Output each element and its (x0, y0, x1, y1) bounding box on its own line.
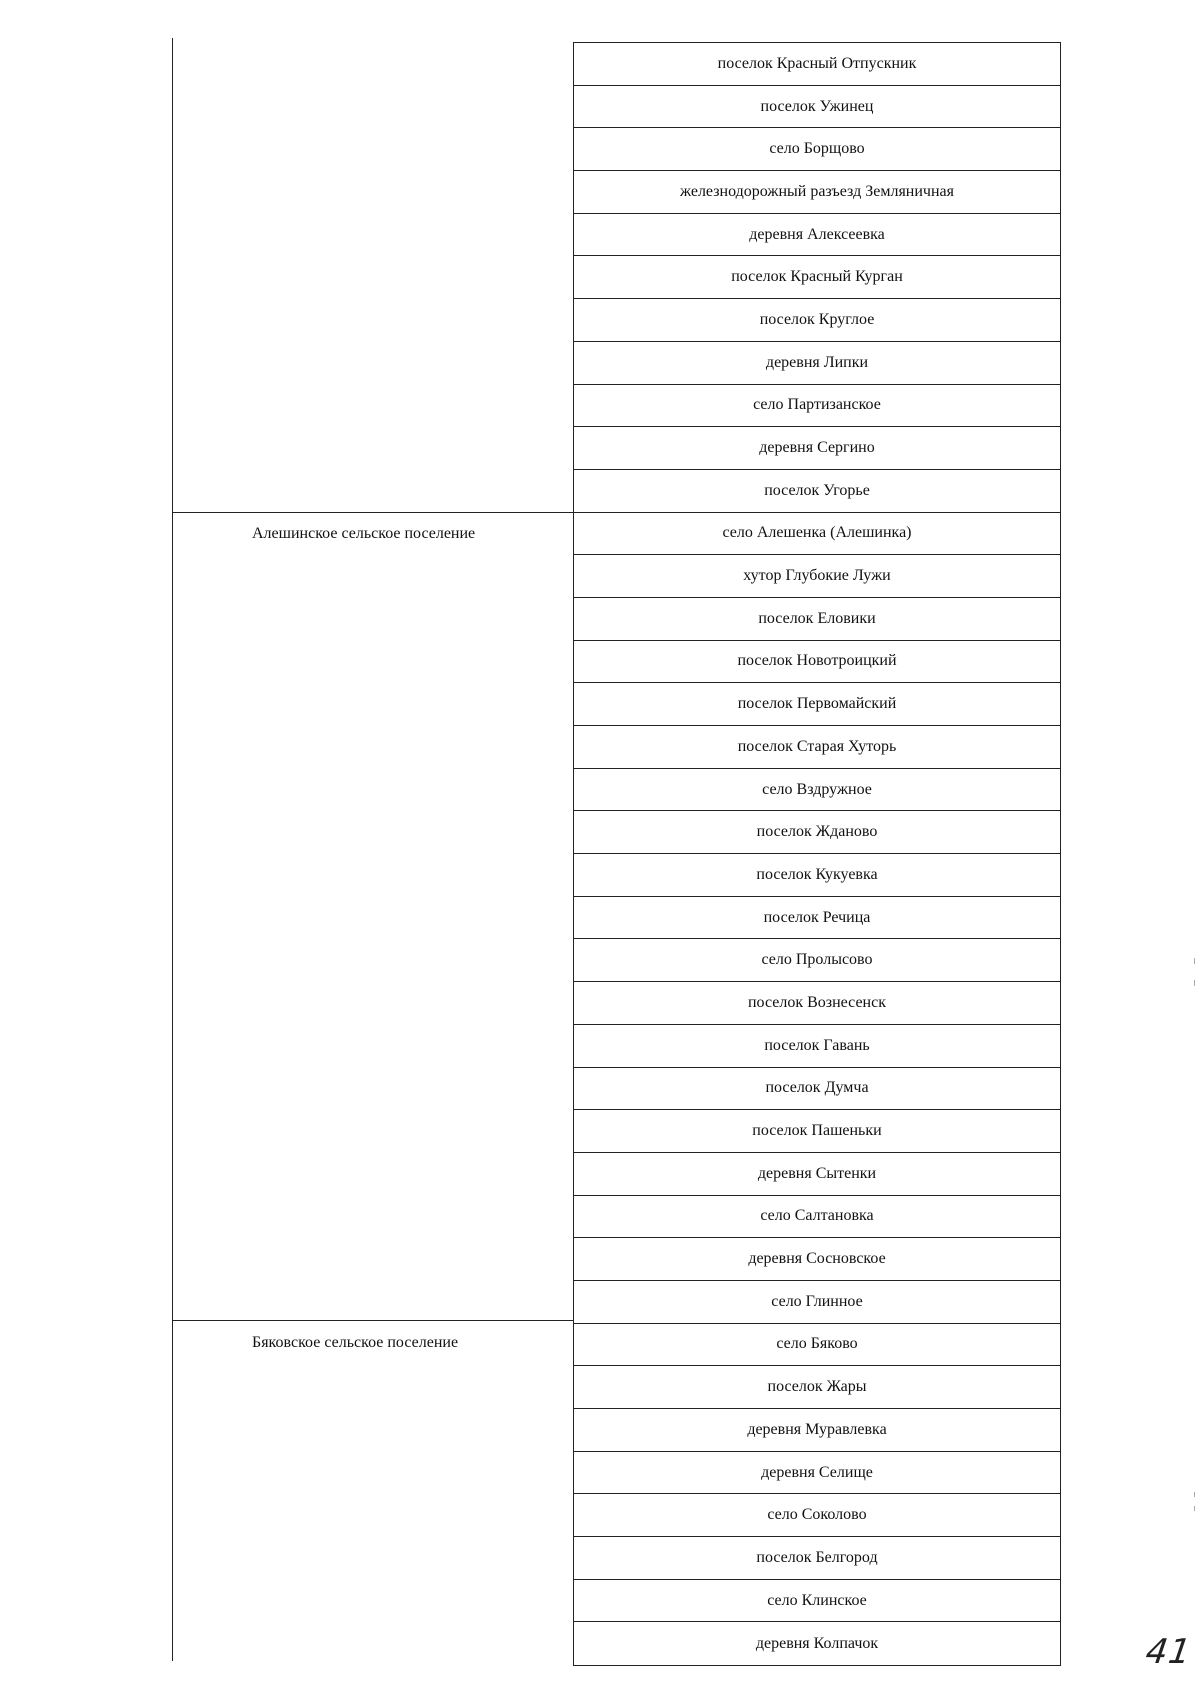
settlement-row: деревня Сытенки (574, 1153, 1060, 1196)
scan-artifact (1194, 958, 1195, 964)
scan-artifact (1194, 1506, 1195, 1511)
section-divider (172, 512, 573, 513)
settlement-row: деревня Селище (574, 1452, 1060, 1495)
settlement-row: поселок Круглое (574, 299, 1060, 342)
section-divider (172, 1320, 573, 1321)
settlement-row: хутор Глубокие Лужи (574, 555, 1060, 598)
settlement-row: поселок Еловики (574, 598, 1060, 641)
settlements-table (573, 42, 1061, 1666)
settlement-row: деревня Липки (574, 342, 1060, 385)
settlement-row: село Бяково (574, 1324, 1060, 1367)
settlement-row: поселок Ужинец (574, 86, 1060, 129)
settlement-row: поселок Красный Курган (574, 256, 1060, 299)
section-label-byakovskoe: Бяковское сельское поселение (252, 1334, 459, 1351)
left-column-border (172, 38, 173, 1661)
settlement-row: поселок Первомайский (574, 683, 1060, 726)
settlement-row: деревня Сосновское (574, 1238, 1060, 1281)
settlement-row: поселок Пашеньки (574, 1110, 1060, 1153)
settlement-row: село Алешенка (Алешинка) (574, 513, 1060, 556)
settlement-row: село Клинское (574, 1580, 1060, 1623)
settlement-row: поселок Кукуевка (574, 854, 1060, 897)
settlement-row: поселок Думча (574, 1068, 1060, 1111)
settlement-row: деревня Муравлевка (574, 1409, 1060, 1452)
settlement-row: поселок Вознесенск (574, 982, 1060, 1025)
settlement-row: поселок Речица (574, 897, 1060, 940)
settlement-row: село Вздружное (574, 769, 1060, 812)
settlement-row: поселок Угорье (574, 470, 1060, 513)
settlement-row: поселок Гавань (574, 1025, 1060, 1068)
settlement-row: поселок Жары (574, 1366, 1060, 1409)
settlement-row: поселок Старая Хуторь (574, 726, 1060, 769)
page-number: 41 (1143, 1632, 1195, 1672)
settlement-row: село Салтановка (574, 1196, 1060, 1239)
settlement-row: деревня Сергино (574, 427, 1060, 470)
section-label-aleshinskoe: Алешинское сельское поселение (252, 525, 476, 542)
settlement-row: поселок Красный Отпускник (574, 43, 1060, 86)
settlement-row: село Соколово (574, 1494, 1060, 1537)
settlement-row: село Борщово (574, 128, 1060, 171)
settlement-row: село Глинное (574, 1281, 1060, 1324)
settlement-row: село Партизанское (574, 385, 1060, 428)
settlement-row: село Пролысово (574, 939, 1060, 982)
settlement-row: поселок Жданово (574, 811, 1060, 854)
settlement-row: поселок Белгород (574, 1537, 1060, 1580)
settlement-row: поселок Новотроицкий (574, 641, 1060, 684)
settlement-row: деревня Алексеевка (574, 214, 1060, 257)
settlement-row: железнодорожный разъезд Земляничная (574, 171, 1060, 214)
scan-artifact (1194, 1492, 1195, 1497)
scan-artifact (1194, 980, 1195, 986)
settlement-row: деревня Колпачок (755, 1634, 879, 1652)
